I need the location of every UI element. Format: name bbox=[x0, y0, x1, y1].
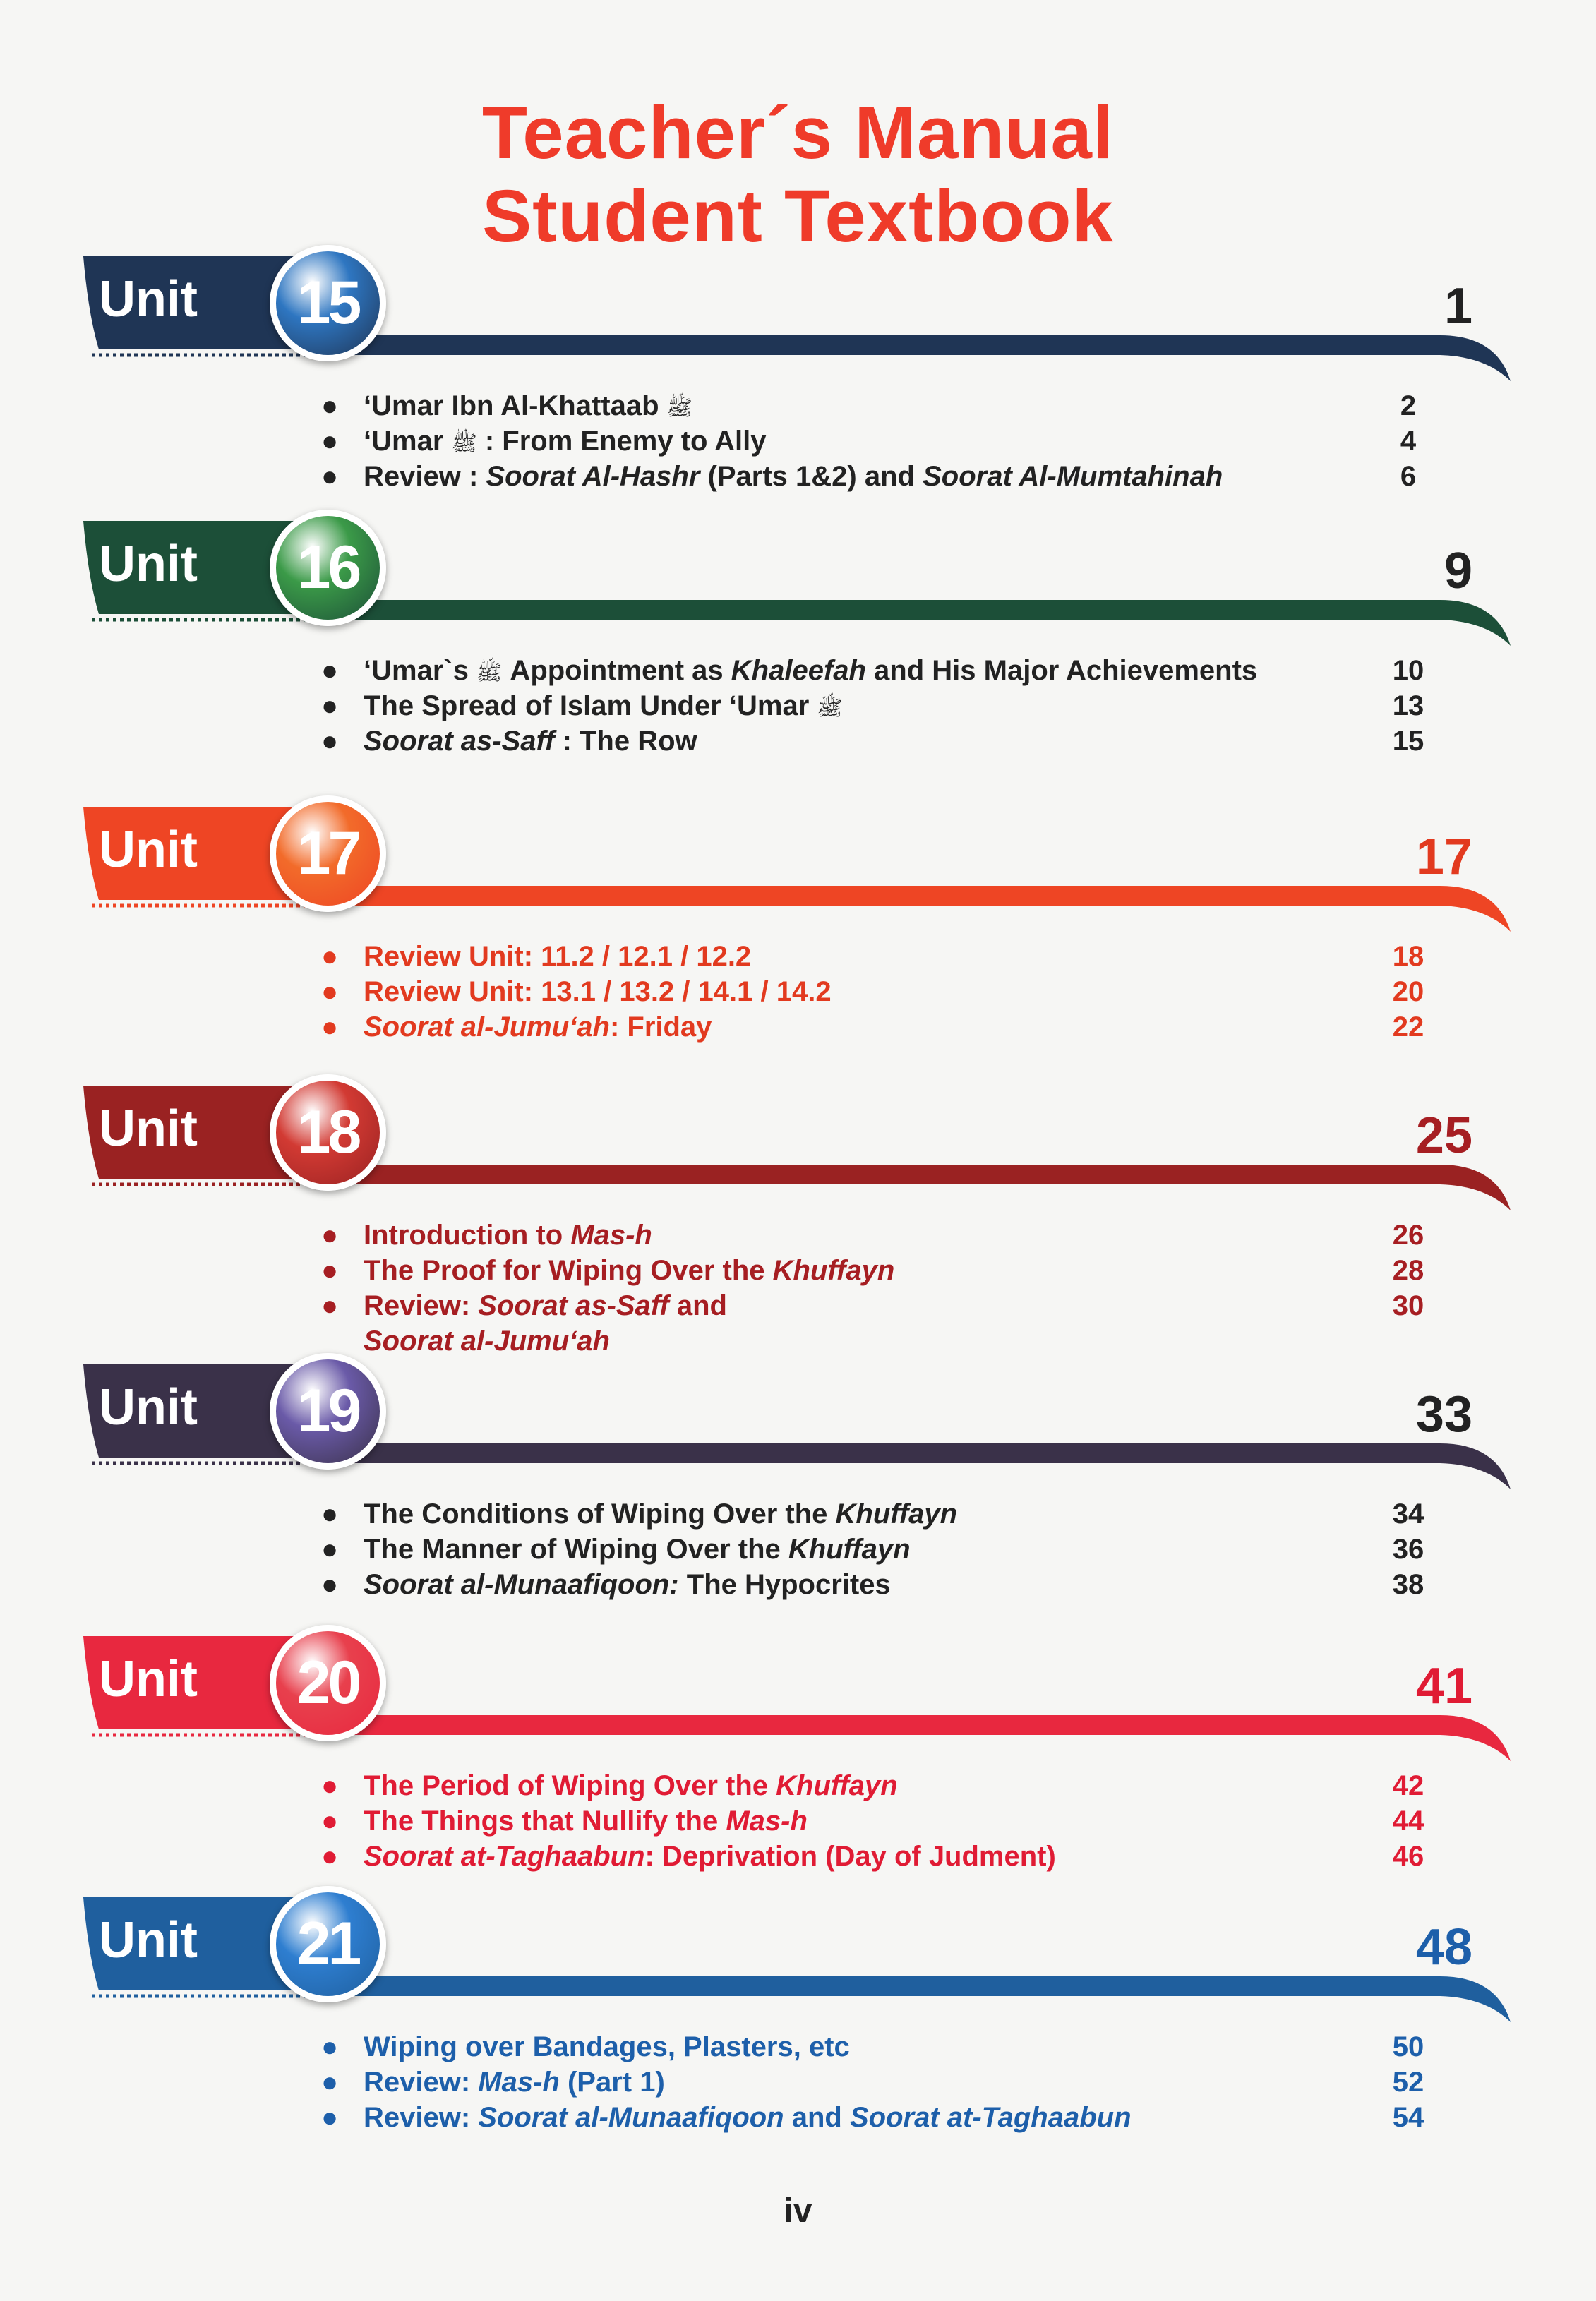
unit-banner bbox=[0, 787, 1596, 949]
lesson-title: Wiping over Bandages, Plasters, etc bbox=[364, 2031, 850, 2062]
lesson-page: 36 bbox=[1392, 1534, 1424, 1565]
bullet-icon: ● bbox=[321, 1290, 339, 1321]
lesson-page: 46 bbox=[1392, 1841, 1424, 1872]
lesson-title: Review Unit: 11.2 / 12.1 / 12.2 bbox=[364, 941, 752, 972]
honorific-glyph: ﷺ bbox=[451, 432, 477, 455]
lesson-page: 28 bbox=[1392, 1255, 1424, 1286]
lesson-title: The Manner of Wiping Over the Khuffayn bbox=[364, 1534, 911, 1565]
lesson-item bbox=[321, 723, 1451, 759]
unit-label: Unit bbox=[99, 271, 198, 328]
bullet-icon: ● bbox=[321, 2031, 339, 2062]
lesson-item bbox=[321, 1803, 1451, 1839]
unit-start-page: 33 bbox=[1415, 1386, 1472, 1443]
unit-banner bbox=[0, 1066, 1596, 1228]
unit-number-badge: 16 bbox=[270, 510, 386, 626]
lesson-page: 26 bbox=[1392, 1220, 1424, 1251]
lesson-page: 38 bbox=[1392, 1569, 1424, 1600]
lesson-item bbox=[321, 459, 1451, 494]
unit-number-badge: 18 bbox=[270, 1074, 386, 1191]
bullet-icon: ● bbox=[321, 2067, 339, 2098]
lesson-item bbox=[321, 2100, 1451, 2135]
unit-banner bbox=[0, 501, 1596, 663]
honorific-glyph: ﷺ bbox=[476, 661, 503, 685]
bullet-icon: ● bbox=[321, 976, 339, 1007]
lesson-item bbox=[321, 688, 1451, 723]
lesson-title: Review: Soorat al-Munaafiqoon and Soorat at-Taghaabun bbox=[364, 2102, 1132, 2133]
lesson-page: 52 bbox=[1392, 2067, 1424, 2098]
lesson-title: ‘Umar Ibn Al-Khattaab ﷺ bbox=[364, 390, 692, 421]
lesson-page: 22 bbox=[1392, 1011, 1424, 1043]
bullet-icon: ● bbox=[321, 1806, 339, 1837]
lesson-list bbox=[321, 1218, 1451, 1359]
unit-number-badge: 19 bbox=[270, 1353, 386, 1470]
honorific-glyph: ﷺ bbox=[666, 397, 692, 420]
bullet-icon: ● bbox=[321, 1569, 339, 1600]
lesson-item bbox=[321, 2029, 1451, 2065]
lesson-list bbox=[321, 1496, 1451, 1602]
bullet-icon: ● bbox=[321, 1534, 339, 1565]
unit-label: Unit bbox=[99, 1379, 198, 1436]
lesson-item bbox=[321, 1839, 1451, 1874]
lesson-list bbox=[321, 388, 1451, 494]
lesson-list bbox=[321, 1768, 1451, 1874]
lesson-item bbox=[321, 1496, 1451, 1532]
lesson-page: 2 bbox=[1400, 390, 1417, 421]
unit-swoosh-line bbox=[311, 886, 1511, 932]
lesson-item bbox=[321, 1567, 1451, 1602]
lesson-item bbox=[321, 974, 1451, 1009]
lesson-page: 54 bbox=[1392, 2102, 1424, 2133]
unit-start-page: 9 bbox=[1444, 543, 1472, 599]
lesson-title: Review : Soorat Al-Hashr (Parts 1&2) and Soorat Al-Mumtahinah bbox=[364, 461, 1223, 492]
bullet-icon: ● bbox=[321, 1220, 339, 1251]
bullet-icon: ● bbox=[321, 461, 339, 492]
unit-swoosh-line bbox=[311, 1443, 1511, 1489]
bullet-icon: ● bbox=[321, 1011, 339, 1043]
unit-label: Unit bbox=[99, 536, 198, 592]
lesson-title: The Proof for Wiping Over the Khuffayn bbox=[364, 1255, 895, 1286]
lesson-item bbox=[321, 1218, 1451, 1253]
lesson-page: 44 bbox=[1392, 1806, 1424, 1837]
lesson-title: Soorat al-Munaafiqoon: The Hypocrites bbox=[364, 1569, 891, 1600]
lesson-item bbox=[321, 653, 1451, 688]
unit-start-page: 1 bbox=[1444, 278, 1472, 335]
lesson-title: The Conditions of Wiping Over the Khuffayn bbox=[364, 1498, 958, 1530]
unit-swoosh-line bbox=[311, 335, 1511, 381]
honorific-glyph: ﷺ bbox=[817, 697, 843, 720]
lesson-title: Soorat al-Jumu‘ah: Friday bbox=[364, 1011, 712, 1043]
bullet-icon: ● bbox=[321, 690, 339, 721]
lesson-page: 20 bbox=[1392, 976, 1424, 1007]
lesson-title: The Spread of Islam Under ‘Umar ﷺ bbox=[364, 690, 843, 721]
unit-label: Unit bbox=[99, 822, 198, 878]
lesson-item bbox=[321, 1253, 1451, 1288]
lesson-title: Soorat al-Jumu‘ah bbox=[364, 1326, 610, 1357]
unit-21 bbox=[0, 1878, 1596, 2301]
lesson-item bbox=[321, 2065, 1451, 2100]
unit-number-badge: 20 bbox=[270, 1625, 386, 1741]
bullet-icon: ● bbox=[321, 726, 339, 757]
unit-swoosh-line bbox=[311, 600, 1511, 646]
lesson-item bbox=[321, 939, 1451, 974]
unit-number-badge: 21 bbox=[270, 1886, 386, 2002]
unit-label: Unit bbox=[99, 1912, 198, 1969]
bullet-icon: ● bbox=[321, 1841, 339, 1872]
lesson-title: Soorat at-Taghaabun: Deprivation (Day of Judment) bbox=[364, 1841, 1056, 1872]
bullet-icon: ● bbox=[321, 1498, 339, 1530]
unit-number-badge: 17 bbox=[270, 795, 386, 912]
unit-swoosh-line bbox=[311, 1715, 1511, 1761]
bullet-icon: ● bbox=[321, 1255, 339, 1286]
lesson-item bbox=[321, 1532, 1451, 1567]
unit-label: Unit bbox=[99, 1100, 198, 1157]
unit-label: Unit bbox=[99, 1651, 198, 1707]
lesson-title: Introduction to Mas-h bbox=[364, 1220, 652, 1251]
unit-banner bbox=[0, 1616, 1596, 1779]
lesson-title: ‘Umar ﷺ : From Enemy to Ally bbox=[364, 426, 767, 457]
unit-start-page: 17 bbox=[1415, 829, 1472, 885]
bullet-icon: ● bbox=[321, 655, 339, 686]
lesson-item bbox=[321, 423, 1451, 459]
unit-banner bbox=[0, 1878, 1596, 2040]
lesson-title: Review Unit: 13.1 / 13.2 / 14.1 / 14.2 bbox=[364, 976, 832, 1007]
lesson-page: 4 bbox=[1400, 426, 1417, 457]
lesson-item bbox=[321, 1768, 1451, 1803]
unit-swoosh-line bbox=[311, 1976, 1511, 2022]
bullet-icon: ● bbox=[321, 2102, 339, 2133]
lesson-page: 50 bbox=[1392, 2031, 1424, 2062]
bullet-icon: ● bbox=[321, 390, 339, 421]
title-line-2: Student Textbook bbox=[482, 175, 1114, 258]
title-line-1: Teacher´s Manual bbox=[481, 92, 1115, 174]
unit-banner bbox=[0, 1345, 1596, 1507]
unit-banner bbox=[0, 236, 1596, 399]
lesson-title: Soorat as-Saff : The Row bbox=[364, 726, 697, 757]
lesson-item bbox=[321, 1288, 1451, 1323]
lesson-list bbox=[321, 2029, 1451, 2135]
lesson-page: 42 bbox=[1392, 1770, 1424, 1801]
lesson-item bbox=[321, 1009, 1451, 1045]
lesson-page: 6 bbox=[1400, 461, 1417, 492]
lesson-page: 10 bbox=[1392, 655, 1424, 686]
lesson-page: 15 bbox=[1392, 726, 1424, 757]
lesson-title: The Things that Nullify the Mas-h bbox=[364, 1806, 808, 1837]
unit-start-page: 48 bbox=[1415, 1919, 1472, 1976]
lesson-title: The Period of Wiping Over the Khuffayn bbox=[364, 1770, 898, 1801]
lesson-page: 13 bbox=[1392, 690, 1424, 721]
unit-number-badge: 15 bbox=[270, 245, 386, 361]
lesson-page: 30 bbox=[1392, 1290, 1424, 1321]
lesson-list bbox=[321, 939, 1451, 1045]
unit-start-page: 41 bbox=[1415, 1658, 1472, 1714]
unit-start-page: 25 bbox=[1415, 1107, 1472, 1164]
page-number: iv bbox=[784, 2192, 812, 2230]
lesson-title: Review: Soorat as-Saff and bbox=[364, 1290, 727, 1321]
bullet-icon: ● bbox=[321, 426, 339, 457]
lesson-title: Review: Mas-h (Part 1) bbox=[364, 2067, 665, 2098]
lesson-page: 34 bbox=[1392, 1498, 1424, 1530]
lesson-title: ‘Umar`s ﷺ Appointment as Khaleefah and His Major Achievements bbox=[364, 655, 1258, 686]
lesson-item bbox=[321, 388, 1451, 423]
page-title bbox=[0, 92, 1596, 258]
lesson-list bbox=[321, 653, 1451, 759]
unit-swoosh-line bbox=[311, 1165, 1511, 1210]
bullet-icon: ● bbox=[321, 941, 339, 972]
lesson-page: 18 bbox=[1392, 941, 1424, 972]
bullet-icon: ● bbox=[321, 1770, 339, 1801]
